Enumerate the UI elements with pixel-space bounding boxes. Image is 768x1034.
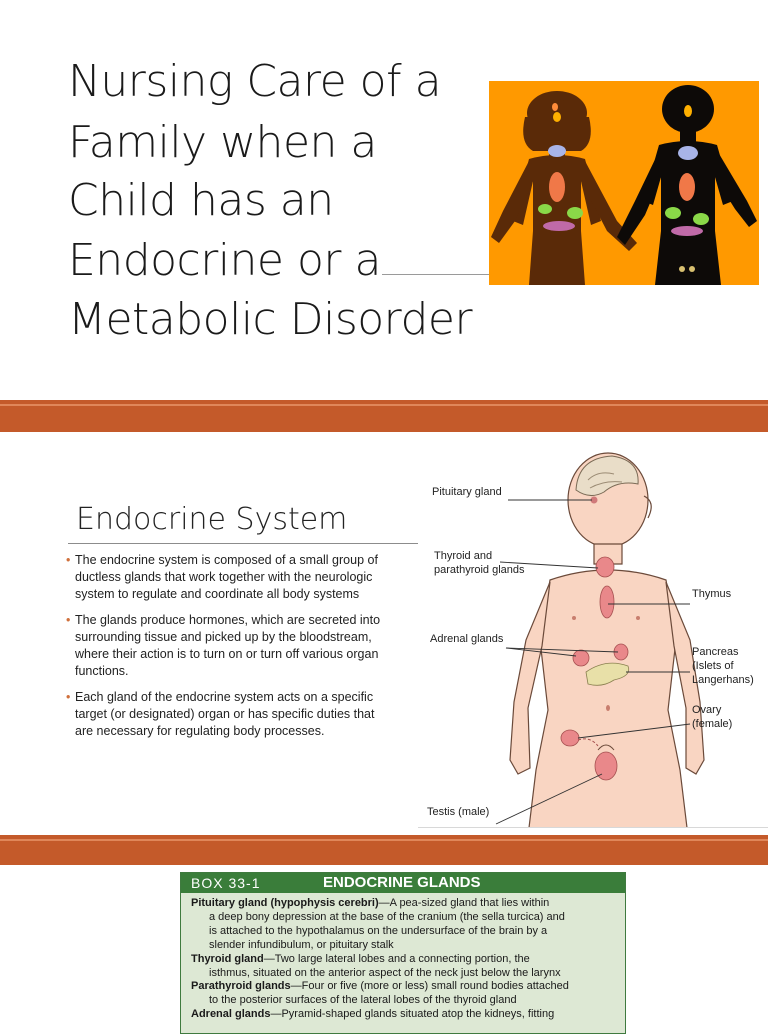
- endocrine-glands-box: [180, 872, 626, 1034]
- label-ovary-line2: (female): [692, 718, 733, 730]
- box-header: [181, 873, 625, 893]
- label-pancreas-line1: Pancreas: [692, 646, 739, 658]
- slide-title-line-3: Child has an: [68, 175, 334, 226]
- bullet-list: [66, 552, 386, 749]
- slide-title-line-5: Metabolic Disorder: [68, 294, 473, 345]
- title-divider: [382, 274, 492, 275]
- children-endocrine-illustration: [489, 81, 759, 285]
- box-id: BOX 33-1: [191, 875, 261, 891]
- slide-heading: Endocrine System: [76, 502, 348, 537]
- bullet-item: • The glands produce hormones, which are secreted into surrounding tissue and picked up by the bloodstream, where their action is to turn on or turn off various organ functions.: [66, 613, 381, 678]
- bullet-dot-icon: •: [66, 690, 71, 704]
- label-pancreas-line2: (Islets of: [692, 660, 734, 672]
- label-thyroid-line2: parathyroid glands: [434, 564, 525, 576]
- slide-separator-band: [0, 400, 768, 432]
- label-pancreas-line3: Langerhans): [692, 674, 754, 686]
- slide-title-line-1: Nursing Care of a: [68, 56, 442, 107]
- label-adrenal: Adrenal glands: [430, 633, 504, 645]
- heading-divider: [68, 543, 418, 544]
- slide-title-line-2: Family when a: [68, 117, 377, 168]
- gland-entry-pituitary: Pituitary gland (hypophysis cerebri)—A pea-sized gland that lies within a deep bony depression at the base of the cranium (the sella turcica) and is attached to the hypothalamus on the undersurface of the brain by a slender infundibulum, or pituitary stalk: [191, 897, 565, 951]
- title-slide: [0, 0, 768, 400]
- gland-entry-parathyroid: Parathyroid glands—Four or five (more or less) small round bodies attached to the posterior surfaces of the lateral lobes of the thyroid gland: [191, 980, 569, 1007]
- bullet-item: • The endocrine system is composed of a small group of ductless glands that work together with the neurologic system to regulate and coordinate all body systems: [66, 553, 378, 601]
- endocrine-system-slide: [0, 432, 768, 835]
- label-pituitary: Pituitary gland: [432, 486, 502, 498]
- bullet-dot-icon: •: [66, 613, 71, 627]
- label-testis: Testis (male): [427, 806, 490, 818]
- bullet-item: • Each gland of the endocrine system acts on a specific target (or designated) organ or has specific duties that are necessary for regulating body processes.: [66, 690, 375, 738]
- box-title: ENDOCRINE GLANDS: [323, 874, 481, 891]
- gland-entry-thyroid: Thyroid gland—Two large lateral lobes and a connecting portion, the isthmus, situated on the anterior aspect of the neck just below the larynx: [191, 952, 561, 979]
- label-thymus: Thymus: [692, 588, 732, 600]
- label-thyroid-line1: Thyroid and: [434, 550, 493, 562]
- bullet-dot-icon: •: [66, 553, 71, 567]
- gland-entries: [181, 893, 625, 1022]
- label-ovary-line1: Ovary: [692, 704, 722, 716]
- gland-entry-adrenal: Adrenal glands—Pyramid-shaped glands situated atop the kidneys, fitting: [191, 1008, 555, 1021]
- slide-separator-band: [0, 835, 768, 865]
- slide-title-line-4: Endocrine or a: [68, 235, 381, 286]
